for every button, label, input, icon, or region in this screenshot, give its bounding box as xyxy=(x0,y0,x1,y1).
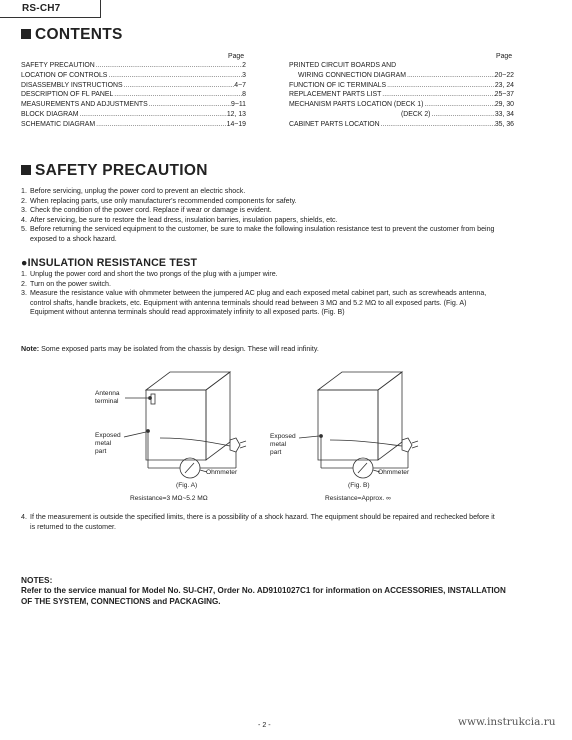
notes-title: NOTES: xyxy=(21,575,53,585)
contents-heading xyxy=(21,26,123,44)
fig-a-caption: (Fig. A) xyxy=(176,482,198,489)
square-bullet-icon xyxy=(21,165,31,175)
fig-a-cabinet xyxy=(124,372,230,460)
test-figures xyxy=(0,360,572,510)
model-tab xyxy=(0,0,101,18)
insulation-test-title: ●INSULATION RESISTANCE TEST xyxy=(21,257,198,269)
safety-heading xyxy=(21,162,208,180)
list-item: 1. Unplug the power cord and short the two prongs of the plug with a jumper wire. xyxy=(21,270,278,278)
toc-right xyxy=(289,61,514,130)
fig-b-exposed-label-2: metal xyxy=(270,441,287,448)
fig-a-antenna-label-2: terminal xyxy=(95,398,119,405)
fig-b-resistance: Resistance=Approx. ∞ xyxy=(325,495,391,502)
fig-a-exposed-label-1: Exposed xyxy=(95,432,121,439)
square-bullet-icon xyxy=(21,29,31,39)
list-item: 4. After servicing, be sure to restore the lead dress, insulation barries, insulation papers, shields, etc. xyxy=(21,215,338,224)
list-item: 1. Before servicing, unplug the power cord to prevent an electric shock. xyxy=(21,187,246,195)
fig-a-resistance: Resistance=3 MΩ~5.2 MΩ xyxy=(130,495,208,502)
fig-a-exposed-label-3: part xyxy=(95,448,107,455)
fig-b-exposed-label-1: Exposed xyxy=(270,433,296,440)
fig-a-exposed-label-2: metal xyxy=(95,440,112,447)
toc-entry[interactable]: REPLACEMENT PARTS LIST ..... 25~37 xyxy=(289,90,514,100)
fig-b-exposed-label-3: part xyxy=(270,449,282,456)
toc-entry[interactable]: SAFETY PRECAUTION ..... 2 xyxy=(21,61,246,71)
list-item: 3. Check the condition of the power cord. Replace if wear or damage is evident. xyxy=(21,206,272,214)
page-column-label-right: Page xyxy=(496,53,513,60)
toc-left xyxy=(21,61,246,130)
insulation-list xyxy=(21,270,496,318)
toc-entry[interactable]: SCHEMATIC DIAGRAM ..... 14~19 xyxy=(21,120,246,130)
notes-text: Refer to the service manual for Model No. SU-CH7, Order No. AD9101027C1 for information on ACCESSORIES, INSTALLATION OF THE SYSTEM, CONNECTIONS and PACKAGING. xyxy=(21,586,506,606)
page-number: - 2 - xyxy=(258,721,271,729)
note-label: Note: xyxy=(21,345,40,353)
fig-b-ohmmeter-label: Ohmmeter xyxy=(378,469,410,476)
note-text: Some exposed parts may be isolated from the chassis by design. These will read infinity. xyxy=(41,345,319,353)
fig-a-ohmmeter-label: Ohmmeter xyxy=(206,469,238,476)
list-item: 2. When replacing parts, use only manufacturer's recommended components for safety. xyxy=(21,196,297,205)
contents-title: CONTENTS xyxy=(35,26,123,43)
toc-entry[interactable]: BLOCK DIAGRAM ..... 12, 13 xyxy=(21,110,246,120)
safety-list xyxy=(21,187,501,244)
model-label: RS-CH7 xyxy=(22,3,61,14)
toc-entry[interactable]: MECHANISM PARTS LOCATION (DECK 1) ..... 29, 30 xyxy=(289,100,514,110)
list-item: 2. Turn on the power switch. xyxy=(21,279,111,288)
safety-title: SAFETY PRECAUTION xyxy=(35,162,208,179)
fig-a-antenna-label-1: Antenna xyxy=(95,390,120,397)
fig-b-cabinet xyxy=(299,372,402,460)
safety-item-4 xyxy=(21,513,501,532)
toc-entry[interactable]: PRINTED CIRCUIT BOARDS AND xyxy=(289,62,397,69)
toc-entry[interactable]: DESCRIPTION OF FL PANEL ..... 8 xyxy=(21,90,246,100)
toc-entry[interactable]: DISASSEMBLY INSTRUCTIONS ..... 4~7 xyxy=(21,81,246,91)
toc-entry[interactable]: LOCATION OF CONTROLS ..... 3 xyxy=(21,71,246,81)
note-line xyxy=(21,345,501,355)
list-item: 5. Before returning the serviced equipment to the customer, be sure to make the following insulation resistance test to prevent the customer from being exposed to a shock hazard. xyxy=(21,225,495,243)
toc-entry[interactable]: FUNCTION OF IC TERMINALS ..... 23, 24 xyxy=(289,81,514,91)
list-item: 4. If the measurement is outside the specified limits, there is a possibility of a shock hazard. The equipment should be repaired and rechecked before it is returned to the customer. xyxy=(21,513,495,531)
toc-entry[interactable]: WIRING CONNECTION DIAGRAM ..... 20~22 xyxy=(289,71,514,81)
toc-entry[interactable]: (DECK 2) ..... 33, 34 xyxy=(289,110,514,120)
page-column-label-left: Page xyxy=(228,53,245,60)
watermark-site: www.instrukcia.ru xyxy=(458,716,556,728)
toc-entry[interactable]: MEASUREMENTS AND ADJUSTMENTS ..... 9~11 xyxy=(21,100,246,110)
toc-entry[interactable]: CABINET PARTS LOCATION ..... 35, 36 xyxy=(289,120,514,130)
fig-b-caption: (Fig. B) xyxy=(348,482,370,489)
list-item: 3. Measure the resistance value with ohmmeter between the jumpered AC plug and each exposed metal cabinet part, such as screwheads antenna, control shafts, handle brackets, etc. Equipment with antenna terminals should read between 3 MΩ and 5.2 MΩ to all exposed parts. (Fig. A) Equipment without antenna terminals should read approximately infinity to all exposed parts. (Fig. B) xyxy=(21,289,487,316)
